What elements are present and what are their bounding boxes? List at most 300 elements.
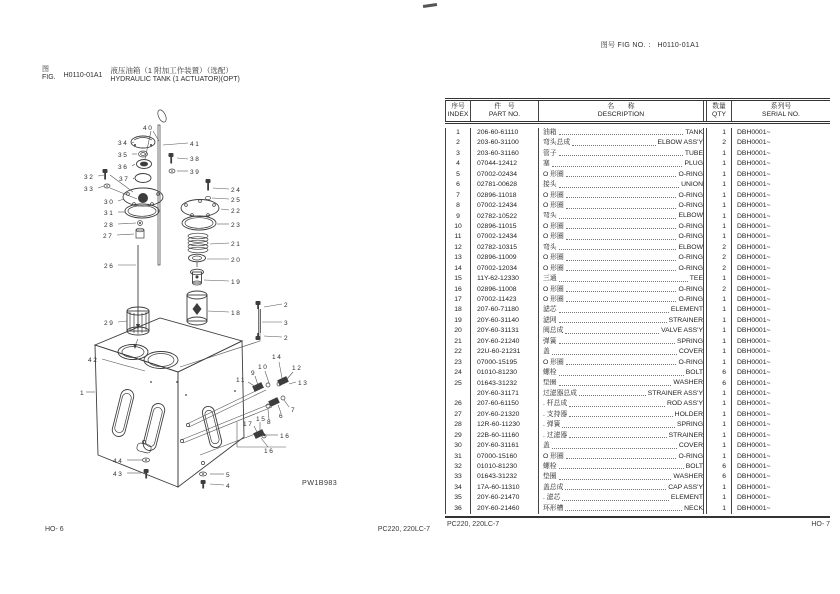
cell-serial: DBH0001~ (731, 368, 830, 378)
washer-25-part (206, 196, 211, 199)
left-page-model: PC220, 220LC-7 (377, 526, 430, 533)
description-en: ELBOW (678, 243, 703, 251)
cell-serial: DBH0001~ (731, 493, 830, 503)
table-row (445, 128, 830, 138)
cell-qty: 1 (722, 222, 726, 230)
dotted-leader (566, 197, 677, 198)
cell-serial: DBH0001~ (731, 264, 830, 274)
exploded-view-diagram (30, 95, 430, 575)
cell-serial: DBH0001~ (731, 201, 830, 211)
figure-title-cn: 液压油箱（1 附加工作装置）（选配） (110, 66, 233, 75)
cell-description (538, 305, 703, 315)
cell-description (538, 180, 703, 190)
table-row (445, 295, 830, 305)
element-18-part (187, 291, 207, 325)
callout-9: 9 (251, 370, 255, 377)
cell-serial: DBH0001~ (731, 410, 830, 420)
cell-qty: 1 (722, 306, 726, 314)
cell-qty: 2 (722, 243, 726, 251)
table-row (445, 170, 830, 180)
table-row (445, 337, 830, 347)
description-en: STRAINER ASS'Y (647, 389, 703, 397)
description-en: HOLDER (674, 410, 703, 418)
cell-part-no: 20Y-60-31171 (470, 389, 538, 399)
fig-label-cn: 图 (42, 66, 49, 73)
description-cn: 垫圈 (543, 379, 557, 387)
cell-part-no: 207-60-71180 (470, 305, 538, 315)
right-page-model: PC220, 220LC-7 (447, 521, 500, 528)
description-en: TUBE (684, 149, 703, 157)
cell-index: 21 (445, 337, 470, 347)
cell-part-no: 07044-12412 (470, 159, 538, 169)
callout-11: 11 (236, 377, 246, 384)
dotted-leader (559, 218, 677, 219)
cell-index: 15 (445, 274, 470, 284)
callout-23: 23 (231, 222, 242, 229)
dotted-leader (566, 208, 677, 209)
callout-2b: 2 (284, 335, 288, 342)
dotted-leader (566, 291, 677, 292)
callout-31: 31 (104, 210, 115, 217)
col-header-qty: 数量 QTY (712, 103, 726, 118)
cell-qty: 1 (722, 400, 726, 408)
description-cn: 弹簧 (543, 337, 557, 345)
cell-part-no: 17A-60-11310 (470, 483, 538, 493)
cell-serial: DBH0001~ (731, 128, 830, 138)
dotted-leader (566, 364, 677, 365)
cell-serial: DBH0001~ (731, 420, 830, 430)
cell-part-no: 02782-10522 (470, 212, 538, 222)
dotted-leader (565, 510, 682, 511)
cell-qty: 1 (722, 348, 726, 356)
description-en: COVER (678, 442, 703, 450)
description-cn: O 形圈 (543, 233, 564, 241)
cell-description (538, 462, 703, 472)
cell-qty: 1 (722, 129, 726, 136)
cell-index: 1 (445, 128, 470, 138)
cell-description (538, 358, 703, 368)
callout-18: 18 (231, 310, 242, 317)
dotted-leader (566, 239, 677, 240)
cell-index: 25 (445, 379, 470, 389)
description-en: VALVE ASS'Y (661, 327, 703, 335)
cell-qty: 1 (722, 181, 726, 189)
table-row (445, 253, 830, 263)
cell-description (538, 159, 703, 169)
table-row (445, 222, 830, 232)
description-cn: 弯头 (543, 243, 557, 251)
table-row (445, 347, 830, 357)
cell-serial: DBH0001~ (731, 274, 830, 284)
dotted-leader (559, 155, 683, 156)
callout-13: 13 (298, 380, 309, 387)
callout-24: 24 (231, 187, 242, 194)
description-cn: 弯头总成 (543, 139, 571, 147)
description-en: O-RING (678, 233, 703, 241)
cell-description (538, 295, 703, 305)
callout-40: 40 (143, 125, 154, 132)
cell-part-no: 02782-10315 (470, 243, 538, 253)
cell-description (538, 389, 703, 399)
dotted-leader (572, 145, 655, 146)
description-en: TANK (685, 128, 703, 136)
callout-29: 29 (104, 320, 115, 327)
description-cn: O 形圈 (543, 285, 564, 293)
table-row (445, 243, 830, 253)
cell-description (538, 264, 703, 274)
cell-part-no: 207-60-61150 (470, 399, 538, 409)
cell-serial: DBH0001~ (731, 253, 830, 263)
cell-serial: DBH0001~ (731, 472, 830, 482)
dotted-leader (565, 333, 659, 334)
description-en: O-RING (678, 358, 703, 366)
col-header-part-no: 件 号 PART NO. (470, 101, 538, 121)
callout-20: 20 (231, 257, 242, 264)
table-row (445, 285, 830, 295)
cell-serial: DBH0001~ (731, 358, 830, 368)
cell-index: 33 (445, 472, 470, 482)
strainer-19-part (191, 269, 204, 285)
callout-33: 33 (84, 186, 95, 193)
description-en: ELBOW (678, 212, 703, 220)
description-cn: 管子 (543, 149, 557, 157)
cell-part-no: 07002-02434 (470, 170, 538, 180)
cell-description (538, 149, 703, 159)
dotted-leader (559, 187, 680, 188)
table-row (445, 504, 830, 514)
cell-index: 11 (445, 232, 470, 242)
description-en: COVER (678, 348, 703, 356)
cell-description (538, 316, 703, 326)
cell-index: 19 (445, 316, 470, 326)
cell-index: 20 (445, 326, 470, 336)
cell-index: 8 (445, 201, 470, 211)
bolt-32-part (103, 169, 108, 180)
cell-serial: DBH0001~ (731, 159, 830, 169)
cell-description (538, 399, 703, 409)
description-cn: 塞 (543, 160, 550, 168)
cell-qty: 1 (722, 389, 726, 397)
cell-index: 29 (445, 431, 470, 441)
cap-assy-part (131, 136, 155, 148)
table-row (445, 420, 830, 430)
col-header-description: 名 称 DESCRIPTION (538, 101, 703, 121)
cell-qty: 1 (722, 149, 726, 157)
dotted-leader (566, 176, 677, 177)
cell-qty: 1 (722, 202, 726, 210)
cell-part-no: 206-60-61110 (470, 128, 538, 138)
description-cn: 滤网 (543, 316, 557, 324)
callout-16b: 16 (264, 448, 275, 455)
cell-qty: 1 (722, 316, 726, 324)
cell-qty: 1 (722, 421, 726, 429)
table-row (445, 452, 830, 462)
cell-qty: 2 (722, 264, 726, 272)
ring-28-part (138, 221, 143, 226)
cell-serial: DBH0001~ (731, 504, 830, 514)
callout-2a: 2 (284, 302, 288, 309)
description-en: O-RING (678, 295, 703, 303)
cell-index: 18 (445, 305, 470, 315)
callout-14: 14 (272, 354, 283, 361)
callout-28: 28 (104, 222, 115, 229)
description-cn: O 形圈 (543, 170, 564, 178)
callout-7: 7 (291, 407, 295, 414)
callout-26: 26 (104, 263, 115, 270)
cell-qty: 1 (722, 337, 726, 345)
cell-index (445, 389, 470, 399)
description-cn: 滤芯 (543, 306, 557, 314)
cell-serial: DBH0001~ (731, 389, 830, 399)
cell-qty: 1 (722, 358, 726, 366)
cell-part-no: 02896-11008 (470, 285, 538, 295)
washer-39-part (169, 169, 175, 173)
cell-serial: DBH0001~ (731, 232, 830, 242)
cell-part-no: 01643-31232 (470, 379, 538, 389)
cell-qty: 1 (722, 504, 726, 512)
cell-part-no: 203-60-31160 (470, 149, 538, 159)
holder-27-part (136, 228, 144, 238)
description-cn: O 形圈 (543, 254, 564, 262)
cell-description (538, 337, 703, 347)
description-cn: . 过滤器 (543, 431, 568, 439)
cell-index: 3 (445, 149, 470, 159)
cell-description (538, 504, 703, 514)
oring-37-part (135, 174, 151, 183)
cell-qty: 2 (722, 254, 726, 262)
table-row (445, 399, 830, 409)
cell-index: 30 (445, 441, 470, 451)
table-row (445, 138, 830, 148)
left-page-header (42, 66, 240, 84)
table-row (445, 149, 830, 159)
callout-34: 34 (118, 140, 129, 147)
cell-part-no: 02896-11015 (470, 222, 538, 232)
cell-index: 7 (445, 191, 470, 201)
dotted-leader (569, 406, 665, 407)
cell-serial: DBH0001~ (731, 431, 830, 441)
cell-qty: 1 (722, 442, 726, 450)
callout-30: 30 (104, 199, 115, 206)
cell-serial: DBH0001~ (731, 441, 830, 451)
cell-index: 2 (445, 138, 470, 148)
elbow-fitting-b (277, 376, 289, 386)
cell-part-no: 07000-15160 (470, 452, 538, 462)
cell-qty: 1 (722, 233, 726, 241)
callout-3: 3 (284, 320, 288, 327)
callout-36: 36 (118, 164, 129, 171)
table-row (445, 472, 830, 482)
col-header-serial: 系列号 SERIAL NO. (731, 101, 830, 121)
plug-4-part (201, 480, 206, 489)
description-cn: O 形圈 (543, 452, 564, 460)
dotted-leader (566, 270, 677, 271)
callout-44: 44 (113, 458, 124, 465)
callout-17: 17 (243, 421, 254, 428)
description-cn: 盖总成 (543, 483, 564, 491)
description-cn: . 支持器 (543, 410, 568, 418)
dotted-leader (562, 500, 669, 501)
cell-qty: 1 (722, 431, 726, 439)
description-cn: . 弹簧 (543, 421, 561, 429)
cell-qty: 6 (722, 463, 726, 470)
description-cn: 螺栓 (543, 462, 557, 470)
cell-serial: DBH0001~ (731, 399, 830, 409)
table-row (445, 191, 830, 201)
cell-index: 14 (445, 264, 470, 274)
table-row (445, 358, 830, 368)
dotted-leader (566, 260, 677, 261)
description-en: O-RING (678, 202, 703, 210)
cell-qty: 1 (722, 327, 726, 335)
cell-index: 24 (445, 368, 470, 378)
cell-part-no: 07002-12434 (470, 232, 538, 242)
dotted-leader (565, 489, 666, 490)
ring-35-inner (141, 153, 146, 156)
table-row (445, 410, 830, 420)
description-en: CAP ASS'Y (668, 483, 703, 491)
dotted-leader (559, 375, 684, 376)
cell-part-no: 02781-00628 (470, 180, 538, 190)
cell-index: 36 (445, 504, 470, 514)
parts-table-body (445, 124, 830, 518)
cell-part-no: 203-60-31100 (470, 138, 538, 148)
cell-description (538, 420, 703, 430)
dotted-leader (559, 281, 688, 282)
cell-index: 12 (445, 243, 470, 253)
cell-part-no: 22B-60-11160 (470, 431, 538, 441)
cell-serial: DBH0001~ (731, 212, 830, 222)
cell-index: 26 (445, 399, 470, 409)
cell-description (538, 191, 703, 201)
cell-description (538, 379, 703, 389)
table-row (445, 368, 830, 378)
cell-index: 6 (445, 180, 470, 190)
parts-table-header (445, 101, 830, 124)
description-cn: . 杆总成 (543, 400, 568, 408)
dotted-leader (566, 458, 677, 459)
cell-serial: DBH0001~ (731, 483, 830, 493)
callout-43: 43 (113, 471, 124, 478)
description-cn: 螺栓 (543, 369, 557, 377)
callout-37: 37 (119, 176, 130, 183)
cell-serial: DBH0001~ (731, 243, 830, 253)
cell-part-no: 07002-12034 (470, 264, 538, 274)
cell-part-no: 20Y-60-21460 (470, 504, 538, 514)
fig-label-en: FIG. (42, 74, 56, 81)
description-cn: O 形圈 (543, 222, 564, 230)
cell-part-no: 01010-81230 (470, 368, 538, 378)
cell-description (538, 452, 703, 462)
cell-index: 22 (445, 347, 470, 357)
table-row (445, 180, 830, 190)
cell-part-no: 20Y-60-21240 (470, 337, 538, 347)
cell-qty: 1 (722, 452, 726, 460)
cell-description (538, 347, 703, 357)
cell-description (538, 253, 703, 263)
cell-index: 28 (445, 420, 470, 430)
cell-serial: DBH0001~ (731, 149, 830, 159)
description-cn: O 形圈 (543, 264, 564, 272)
cell-description (538, 128, 703, 138)
cell-description (538, 472, 703, 482)
description-en: O-RING (678, 254, 703, 262)
callout-12: 12 (292, 365, 303, 372)
cover-22-part (181, 200, 219, 217)
left-page-number: HO- 6 (45, 526, 64, 533)
cell-description (538, 441, 703, 451)
callout-1: 1 (80, 390, 84, 397)
cell-part-no: 22U-60-21231 (470, 347, 538, 357)
cell-part-no: 20Y-60-31131 (470, 326, 538, 336)
dotted-leader (566, 301, 677, 302)
washer-33-part (104, 184, 110, 188)
description-en: SPRING (676, 337, 703, 345)
cell-qty: 2 (722, 139, 726, 147)
cell-description (538, 212, 703, 222)
dotted-leader (559, 249, 677, 250)
table-row (445, 305, 830, 315)
table-row (445, 264, 830, 274)
cell-qty: 1 (722, 410, 726, 418)
description-en: UNION (681, 181, 703, 189)
description-en: SPRING (676, 421, 703, 429)
figure-title-en: HYDRAULIC TANK (1 ACTUATOR)(OPT) (110, 76, 240, 83)
description-cn: 垫圈 (543, 473, 557, 481)
description-cn: O 形圈 (543, 295, 564, 303)
description-en: O-RING (678, 285, 703, 293)
col-header-index: 序号 INDEX (445, 101, 470, 121)
callout-32: 32 (84, 174, 95, 181)
description-cn: O 形圈 (543, 358, 564, 366)
cell-qty: 6 (722, 369, 726, 377)
cell-qty: 1 (722, 296, 726, 303)
callout-41: 41 (190, 141, 201, 148)
callout-25: 25 (231, 197, 242, 204)
cell-description (538, 222, 703, 232)
callout-38: 38 (190, 156, 201, 163)
description-cn: 油箱 (543, 128, 557, 136)
cell-description (538, 493, 703, 503)
cell-serial: DBH0001~ (731, 337, 830, 347)
dotted-leader (559, 322, 667, 323)
dotted-leader (559, 385, 672, 386)
cell-index: 16 (445, 285, 470, 295)
description-cn: 三通 (543, 275, 557, 283)
dotted-leader (562, 427, 675, 428)
cell-index: 31 (445, 452, 470, 462)
cell-serial: DBH0001~ (731, 138, 830, 148)
cell-part-no: 20Y-60-31140 (470, 316, 538, 326)
cell-description (538, 138, 703, 148)
description-en: ELEMENT (670, 494, 703, 502)
cell-index: 5 (445, 170, 470, 180)
callout-16a: 16 (280, 433, 291, 440)
description-en: STRAINER (668, 316, 703, 324)
table-row (445, 316, 830, 326)
dotted-leader (569, 416, 673, 417)
cell-serial: DBH0001~ (731, 222, 830, 232)
cover-30-part (123, 188, 163, 206)
table-row (445, 201, 830, 211)
cell-index: 32 (445, 462, 470, 472)
cell-index: 23 (445, 358, 470, 368)
washer-44-part (143, 458, 150, 462)
cell-part-no: 07002-11423 (470, 295, 538, 305)
cell-index: 35 (445, 493, 470, 503)
callout-39: 39 (190, 169, 201, 176)
cell-qty: 1 (722, 212, 726, 220)
